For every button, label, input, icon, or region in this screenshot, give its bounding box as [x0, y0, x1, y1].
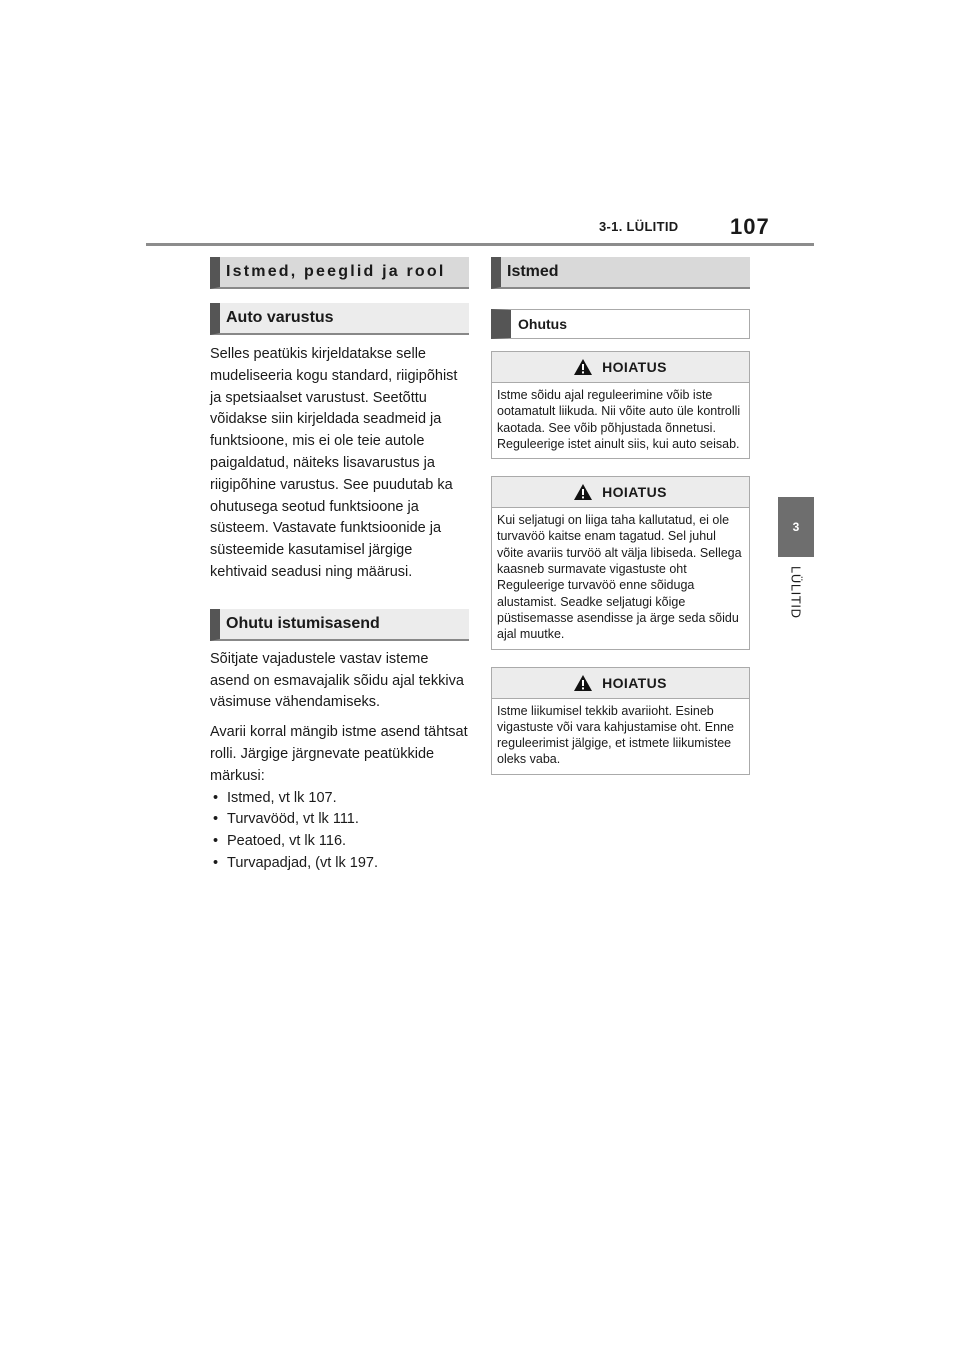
list-item: • Turvapadjad, (vt lk 197. — [210, 853, 469, 875]
warning-box — [491, 476, 750, 649]
subsection-heading-vehicle-equipment: Auto varustus — [210, 303, 469, 335]
warning-text: Istme liikumisel tekkib avariioht. Esineb vigastuste või vara kahjustamise oht. Enne reguleerimist jälgige, et istmete liikumistee oleks vaba. — [497, 703, 734, 767]
paragraph-seating-position: Sõitjate vajadustele vastav isteme asend on esmavajalik sõidu ajal tekkiva väsimuse vähendamiseks. — [210, 650, 464, 711]
section-heading: Istmed, peeglid ja rool — [210, 257, 469, 289]
list-item: • Peatoed, vt lk 116. — [210, 831, 469, 853]
warning-box — [491, 351, 750, 459]
subsection-heading-seating-position: Ohutu istumisasend — [210, 609, 469, 641]
warning-header — [492, 352, 749, 383]
warning-triangle-icon — [574, 675, 592, 691]
page-number: 107 — [730, 214, 770, 239]
warning-title: HOIATUS — [602, 484, 667, 501]
list-item: • Turvavööd, vt lk 111. — [210, 809, 469, 831]
chapter-tab — [778, 497, 814, 557]
warning-text: Kui seljatugi on liiga taha kallutatud, ei ole turvavöö kaitse enam tagatud. Sel juhul võite avariis turvöö alt välja libiseda. Sellega kaasneb surmavate vigastuste oht Reguleerige turvavöö enne sõiduga alustamist. Seadke seljatugi kõige püstisemasse asendisse ja ärge seda sõidu ajal muutke. — [497, 513, 742, 642]
warning-box — [491, 667, 750, 775]
left-column — [210, 257, 469, 875]
paragraph-vehicle-equipment: Selles peatükis kirjeldatakse selle mudeliseeria kogu standard, riigipõhist ja spetsiaalset varustust. Seetõttu võidakse siin kirjeldada seadmeid ja funktsioone, mis ei ole teie autole paigaldatud, näiteks lisavarustus ja riigipõhine varustus. See puudutab ka ohutusega seotud funktsioone ja süsteem. Vastavate funktsioonide ja süsteemide kasutamisel järgige kehtivaid seadusi ning määrusi. — [210, 346, 458, 580]
safety-heading: Ohutus — [491, 309, 750, 339]
warning-header — [492, 668, 749, 699]
section-heading-seats: Istmed — [491, 257, 750, 289]
header-divider — [146, 243, 814, 246]
list-item: • Istmed, vt lk 107. — [210, 788, 469, 810]
reference-list — [210, 788, 469, 875]
warning-header — [492, 477, 749, 508]
chapter-title: 3-1. LÜLITID — [599, 219, 679, 234]
chapter-tab-number: 3 — [792, 520, 800, 534]
chapter-tab-label: LÜLITID — [788, 566, 804, 619]
right-column — [491, 257, 750, 775]
warning-triangle-icon — [574, 484, 592, 500]
warning-triangle-icon — [574, 359, 592, 375]
warning-title: HOIATUS — [602, 674, 667, 691]
paragraph-accident-note: Avarii korral mängib istme asend tähtsat rolli. Järgige järgnevate peatükkide märkusi: — [210, 724, 468, 784]
warning-text: Istme sõidu ajal reguleerimine võib iste ootamatult liikuda. Nii võite auto üle kontrolli kaotada. See võib põhjustada õnnetusi. Reguleerige istet ainult siis, kui auto seisab. — [497, 388, 741, 451]
warning-title: HOIATUS — [602, 359, 667, 375]
